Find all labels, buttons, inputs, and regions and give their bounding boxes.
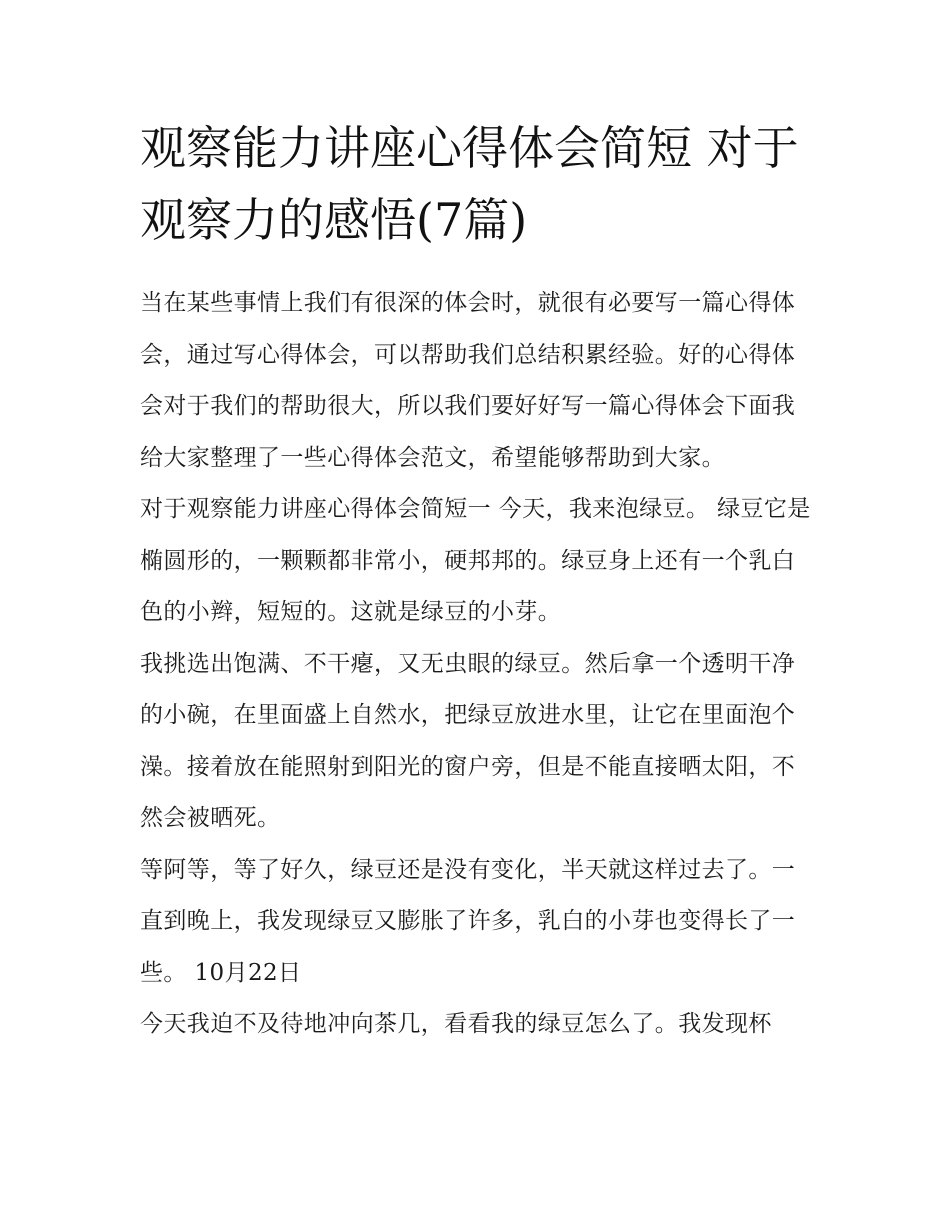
paragraph-waiting: 等阿等，等了好久，绿豆还是没有变化，半天就这样过去了。一直到晚上，我发现绿豆又膨胀了许多，乳白的小芽也变得长了一些。 10月22日 bbox=[140, 856, 796, 986]
document-page bbox=[140, 112, 812, 1051]
paragraph-essay-one-start: 对于观察能力讲座心得体会简短一 今天，我来泡绿豆。 绿豆它是椭圆形的，一颗颗都非常小，硬邦邦的。绿豆身上还有一个乳白色的小辫，短短的。这就是绿豆的小芽。 bbox=[140, 496, 811, 625]
paragraph-soaking-beans: 我挑选出饱满、不干瘪，又无虫眼的绿豆。然后拿一个透明干净的小碗，在里面盛上自然水，把绿豆放进水里，让它在里面泡个澡。接着放在能照射到阳光的窗户旁，但是不能直接晒太阳，不然会被晒死。 bbox=[140, 650, 796, 831]
document-title: 观察能力讲座心得体会简短 对于观察力的感悟(7篇) bbox=[140, 121, 799, 247]
paragraph-next-day: 今天我迫不及待地冲向茶几，看看我的绿豆怎么了。我发现杯 bbox=[140, 1011, 772, 1037]
paragraph-intro: 当在某些事情上我们有很深的体会时，就很有必要写一篇心得体会，通过写心得体会，可以帮助我们总结积累经验。好的心得体会对于我们的帮助很大，所以我们要好好写一篇心得体会下面我给大家整理了一些心得体会范文，希望能够帮助到大家。 bbox=[140, 290, 796, 471]
